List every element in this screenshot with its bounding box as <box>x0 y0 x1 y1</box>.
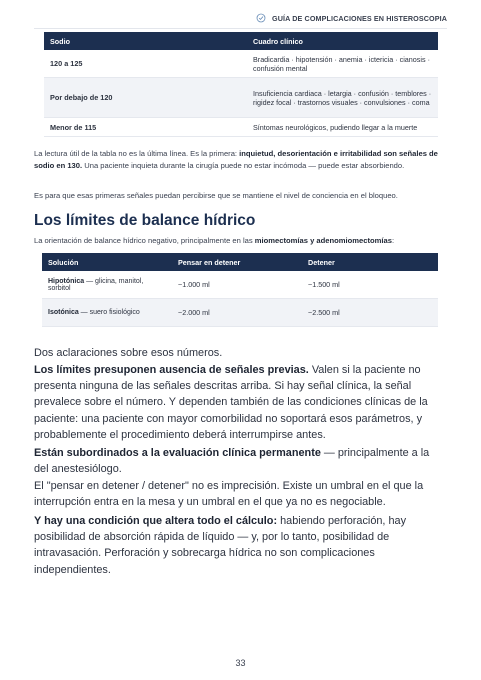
column-header-sodium: Sodio <box>44 32 247 50</box>
table-commentary <box>34 148 446 172</box>
stop-value: ~2.500 ml <box>302 299 438 327</box>
table-header-row <box>42 253 438 271</box>
clinical-picture: Insuficiencia cardiaca · letargia · confusión · temblores · rigidez focal · trastornos visuales · convulsiones · coma <box>247 78 438 118</box>
sodium-range: 120 a 125 <box>44 50 247 78</box>
emphasis-text: Y hay una condición que altera todo el cálculo: <box>34 515 278 527</box>
running-header <box>256 13 447 23</box>
clarifications-intro: Dos aclaraciones sobre esos números. <box>34 347 223 359</box>
sodium-range: Por debajo de 120 <box>44 78 247 118</box>
text-run: Una paciente inquieta durante la cirugía puede no estar incómoda — puede estar absorbiendo. <box>82 161 405 170</box>
check-circle-icon <box>256 13 266 23</box>
header-title: GUÍA DE COMPLICACIONES EN HISTEROSCOPIA <box>272 13 447 23</box>
table-row <box>44 118 438 137</box>
think-stop-value: ~1.000 ml <box>172 271 302 299</box>
fluid-balance-table <box>42 253 438 327</box>
column-header-stop: Detener <box>302 253 438 271</box>
stop-value: ~1.500 ml <box>302 271 438 299</box>
section-title: Los límites de balance hídrico <box>34 212 256 229</box>
sodium-range: Menor de 115 <box>44 118 247 137</box>
column-header-clinical: Cuadro clínico <box>247 32 438 50</box>
clinical-picture: Bradicardia · hipotensión · anemia · ictericia · cianosis · confusión mental <box>247 50 438 78</box>
text-run: habiendo perforación, hay posibilidad de absorción rápida de líquido — y, por lo tanto, posibilidad de intravasación. Perforación y sobrecarga hídrica no son complicaciones independientes. <box>34 515 407 576</box>
paragraph-perforation <box>34 513 446 578</box>
paragraph-clinical-evaluation <box>34 445 446 477</box>
think-stop-value: ~2.000 ml <box>172 299 302 327</box>
emphasis-text: inquietud, desorientación e irritabilidad son señales de sodio en 130. <box>34 149 438 170</box>
text-run: : <box>391 236 395 245</box>
solution-name: Isotónica <box>48 309 79 316</box>
text-run: Valen si la paciente no presenta ninguna de las señales descritas arriba. Si hay señal clínica, la señal prevalece sobre el número. Y dependen también de las condiciones clínicas de la paciente: una paciente con mayor comorbilidad no soportará esos parámetros, y probablemente el procedimiento deberá interrumpirse antes. <box>34 364 428 441</box>
sodium-table <box>44 32 438 137</box>
text-run: — principalmente a la del anestesiólogo. <box>34 447 430 476</box>
table-row <box>42 271 438 299</box>
solution-cell <box>42 271 172 299</box>
emphasis-text: Están subordinados a la evaluación clínica permanente <box>34 447 321 459</box>
solution-detail: — suero fisiológico <box>78 309 140 316</box>
emphasis-text: miomectomías y adenomiomectomías <box>254 236 392 245</box>
table-row <box>42 299 438 327</box>
emphasis-text: Los límites presuponen ausencia de señales previas. <box>34 364 309 376</box>
column-header-solution: Solución <box>42 253 172 271</box>
solution-cell <box>42 299 172 327</box>
solution-name: Hipotónica <box>48 277 85 285</box>
table-header-row <box>44 32 438 50</box>
header-divider <box>34 28 447 29</box>
column-header-think-stop: Pensar en detener <box>172 253 302 271</box>
table-row <box>44 78 438 118</box>
clinical-picture: Síntomas neurológicos, pudiendo llegar a la muerte <box>247 118 438 137</box>
paragraph-thresholds: El "pensar en detener / detener" no es imprecisión. Existe un umbral en el que la interrupción entra en la mesa y un umbral en el que ya no es negociable. <box>34 480 424 509</box>
text-run: La lectura útil de la tabla no es la última línea. Es la primera: <box>34 149 240 158</box>
consciousness-note: Es para que esas primeras señales puedan percibirse que se mantiene el nivel de conciencia en el bloqueo. <box>34 191 398 200</box>
page-number: 33 <box>235 658 246 668</box>
table-row <box>44 50 438 78</box>
solution-detail: — glicina, manitol, sorbitol <box>48 277 144 292</box>
text-run: La orientación de balance hídrico negativo, principalmente en las <box>34 236 255 245</box>
section-intro <box>34 235 446 247</box>
paragraph-limits <box>34 362 446 443</box>
